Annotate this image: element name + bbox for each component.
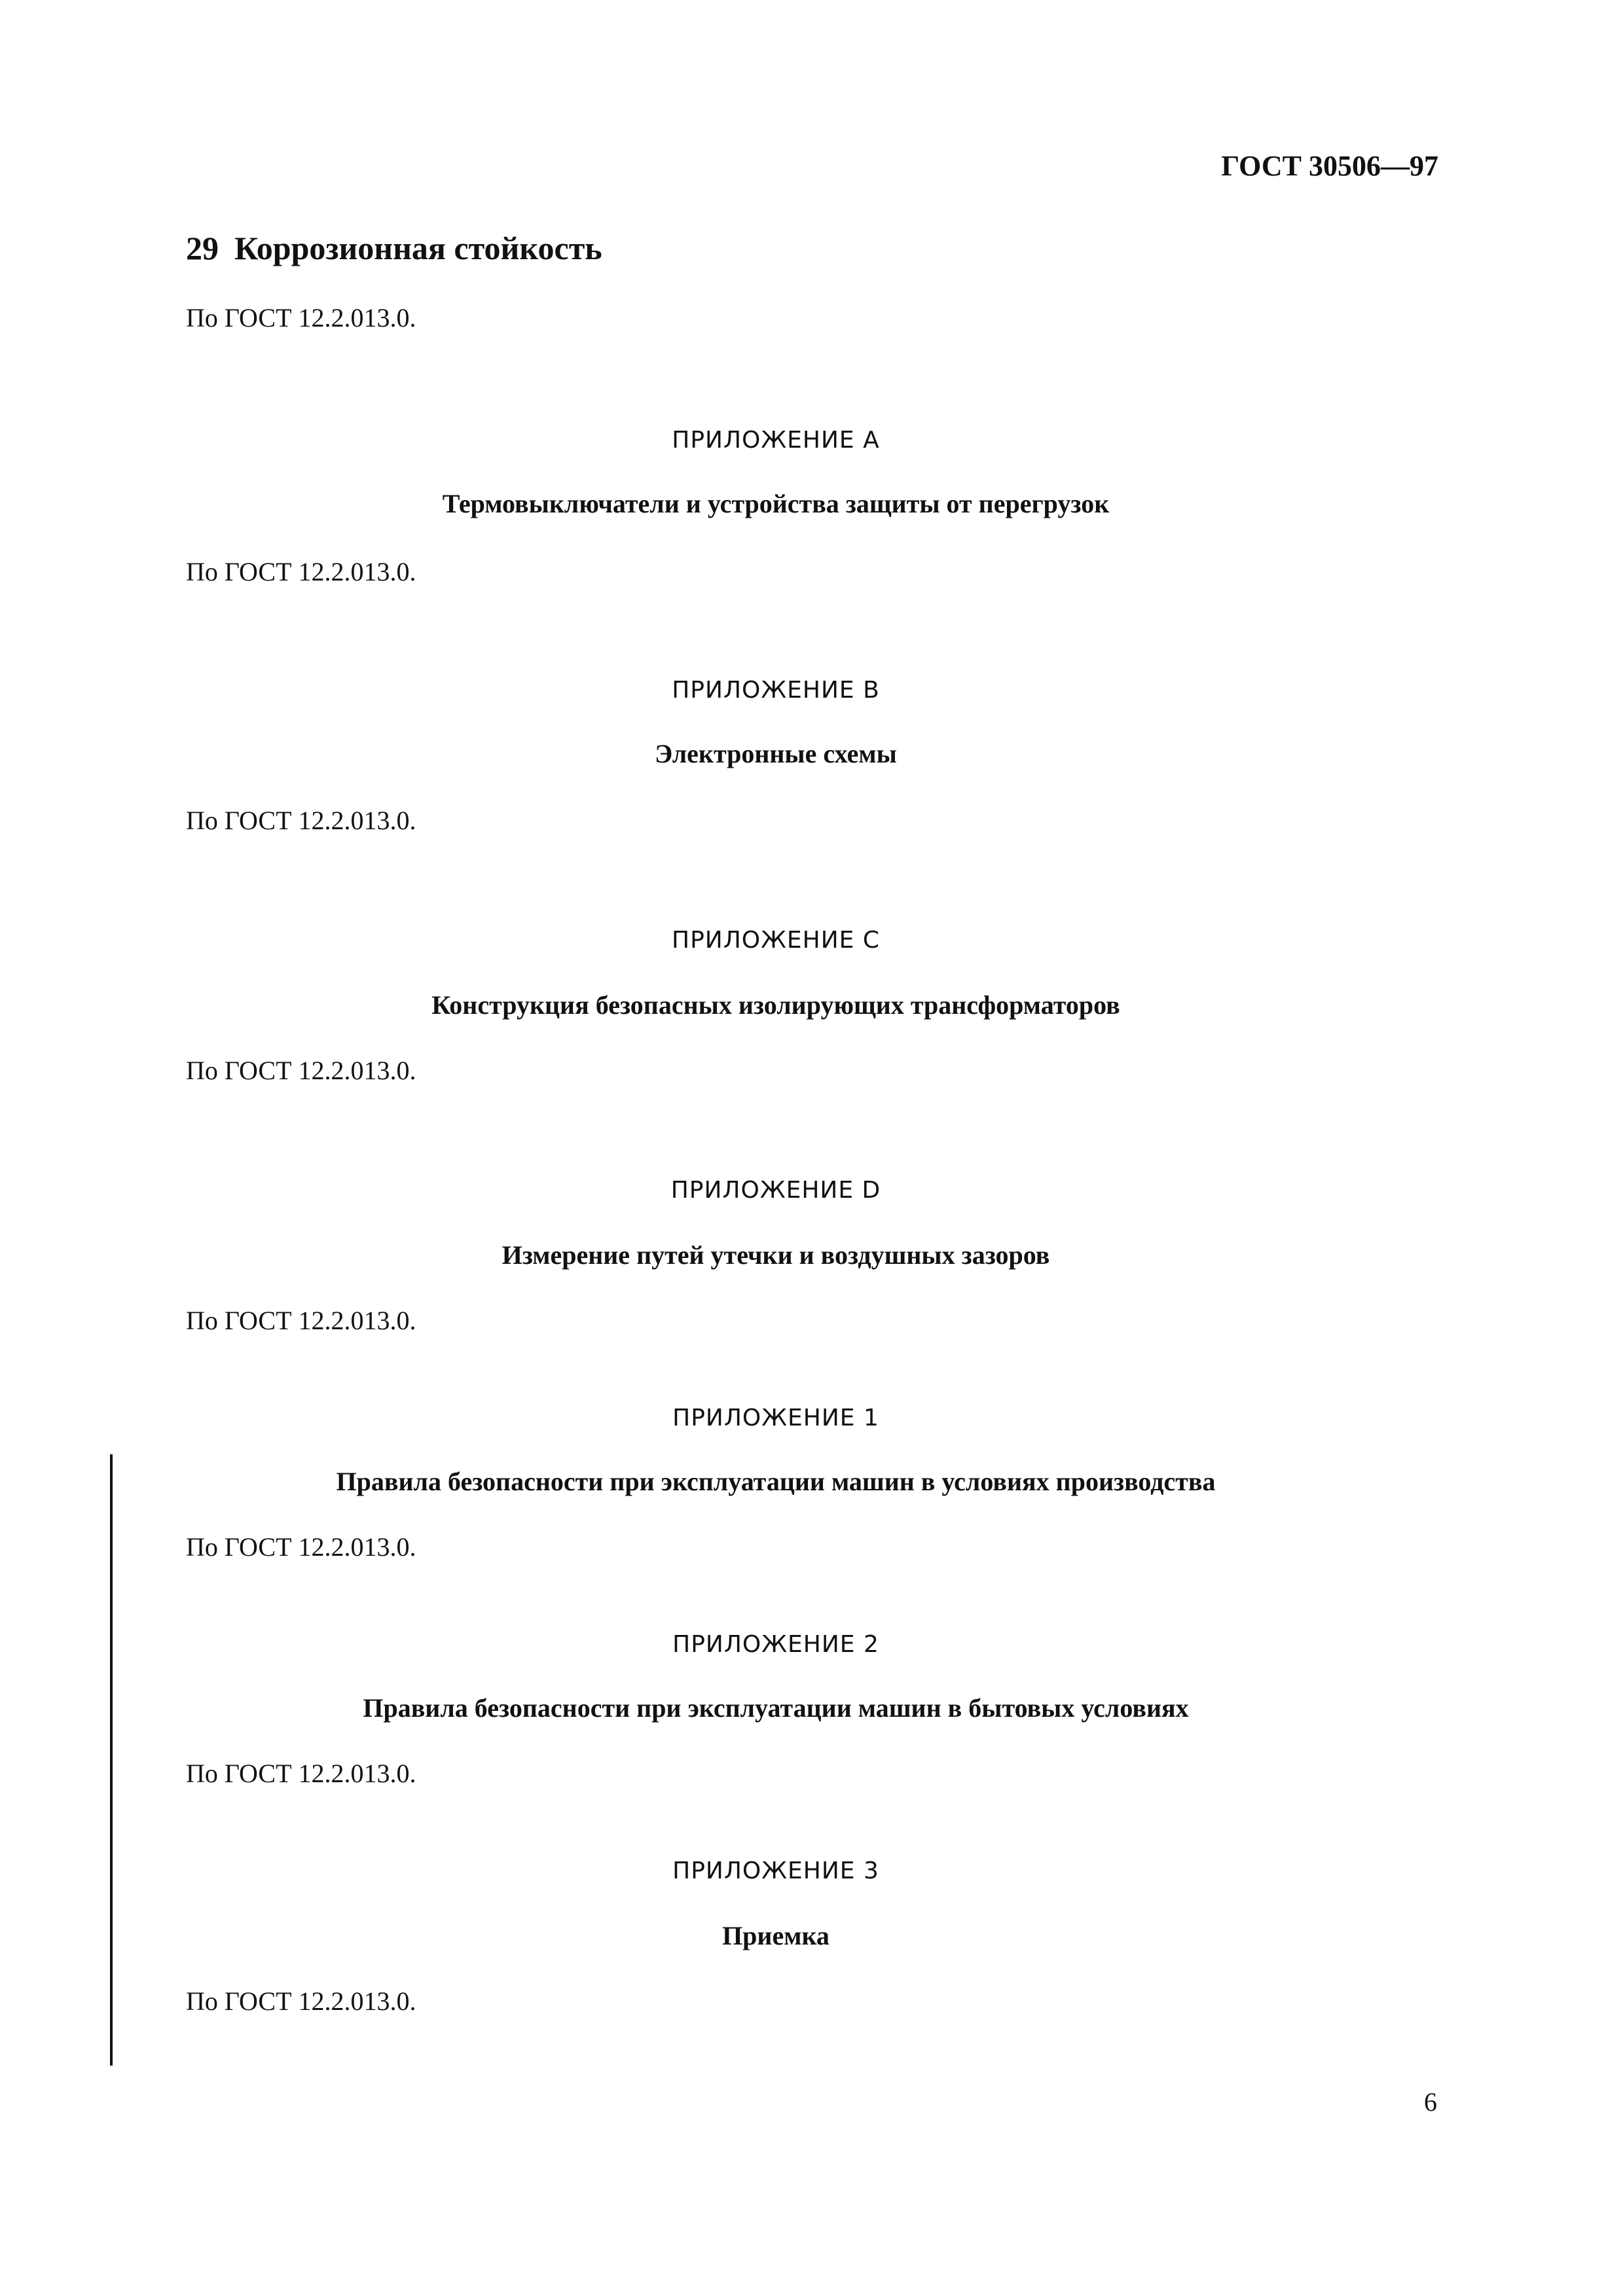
appendix-title-c: Конструкция безопасных изолирующих трансформаторов bbox=[431, 990, 1120, 1020]
appendix-title-b: Электронные схемы bbox=[655, 739, 897, 768]
appendix-label-2: ПРИЛОЖЕНИЕ 2 bbox=[672, 1631, 879, 1658]
appendix-reference-2: По ГОСТ 12.2.013.0. bbox=[186, 1759, 416, 1788]
appendix-label-1: ПРИЛОЖЕНИЕ 1 bbox=[672, 1405, 879, 1431]
section-heading bbox=[186, 229, 602, 267]
appendix-reference-a: По ГОСТ 12.2.013.0. bbox=[186, 557, 416, 586]
appendix-title-3: Приемка bbox=[722, 1921, 830, 1950]
appendix-label-b: ПРИЛОЖЕНИЕ B bbox=[672, 677, 880, 704]
appendix-label-d: ПРИЛОЖЕНИЕ D bbox=[670, 1177, 881, 1204]
appendix-label-c: ПРИЛОЖЕНИЕ C bbox=[672, 927, 880, 954]
appendix-reference-c: По ГОСТ 12.2.013.0. bbox=[186, 1056, 416, 1085]
document-code: ГОСТ 30506—97 bbox=[1221, 150, 1438, 182]
appendix-label-3: ПРИЛОЖЕНИЕ 3 bbox=[672, 1857, 879, 1884]
appendix-title-2: Правила безопасности при эксплуатации машин в бытовых условиях bbox=[363, 1693, 1189, 1723]
appendix-title-1: Правила безопасности при эксплуатации машин в условиях производства bbox=[336, 1467, 1216, 1496]
appendix-label-a: ПРИЛОЖЕНИЕ A bbox=[672, 427, 880, 454]
appendix-title-a: Термовыключатели и устройства защиты от перегрузок bbox=[442, 489, 1110, 518]
appendix-reference-b: По ГОСТ 12.2.013.0. bbox=[186, 806, 416, 835]
appendix-reference-1: По ГОСТ 12.2.013.0. bbox=[186, 1532, 416, 1562]
appendix-reference-3: По ГОСТ 12.2.013.0. bbox=[186, 1986, 416, 2016]
appendix-title-d: Измерение путей утечки и воздушных зазоров bbox=[501, 1240, 1050, 1270]
section-reference: По ГОСТ 12.2.013.0. bbox=[186, 303, 416, 332]
section-number: 29 bbox=[186, 230, 219, 266]
appendix-reference-d: По ГОСТ 12.2.013.0. bbox=[186, 1306, 416, 1335]
change-bar bbox=[110, 1454, 113, 2066]
section-title: Коррозионная стойкость bbox=[234, 230, 602, 266]
page-number: 6 bbox=[1424, 2087, 1437, 2117]
